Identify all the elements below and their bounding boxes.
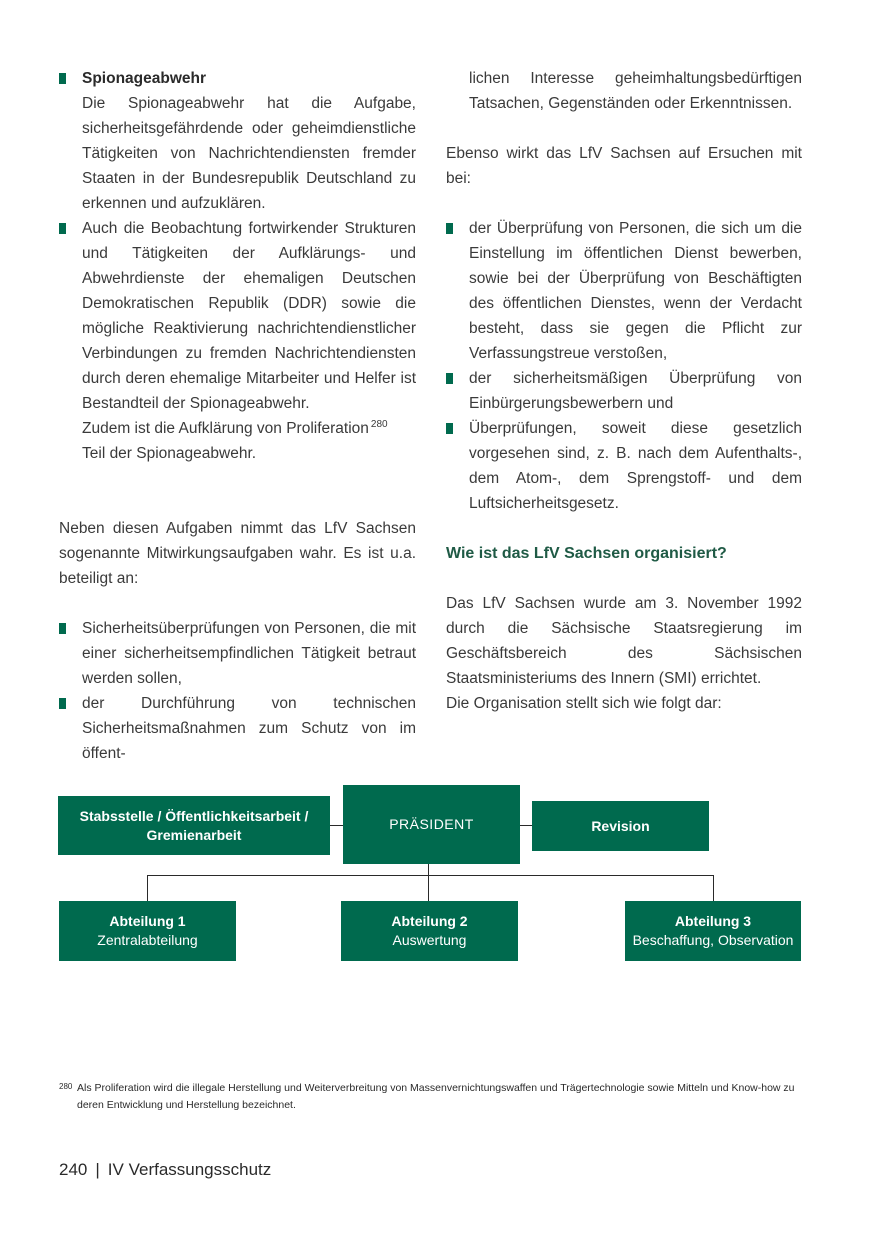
bullet-text: Die Spionageabwehr hat die Aufgabe, sicherheitsgefährdende oder geheimdienstliche Tätigkeiten von Nachrichtendiensten fremder Staaten in der Bundesrepublik Deutschland zu erkennen und aufzuklären. xyxy=(82,95,416,212)
bullet-text: Teil der Spionageabwehr. xyxy=(82,445,257,462)
abteilung-3-box[interactable] xyxy=(625,901,801,961)
bullet-text: Auch die Beobachtung fortwirkender Strukturen und Tätigkeiten der Aufklärungs- und Abwehrdienste der ehemaligen Deutschen Demokratischen Republik (DDR) sowie die mögliche Reaktivierung nachrichtendienstlicher Verbindungen zu fremden Nachrichtendiensten durch deren ehemalige Mitarbeiter und Helfer ist Bestandteil der Spionageabwehr. xyxy=(82,220,416,412)
paragraph: Die Organisation stellt sich wie folgt dar: xyxy=(446,695,722,712)
paragraph: Neben diesen Aufgaben nimmt das LfV Sachsen sogenannte Mitwirkungsaufgaben wahr. Es ist u.a. beteiligt an: xyxy=(59,520,416,587)
page-footer xyxy=(59,1160,271,1180)
abteilung-2-box[interactable] xyxy=(341,901,518,961)
connector-line xyxy=(147,875,714,876)
ersuchen-bullet-list xyxy=(446,216,802,516)
list-item: der sicherheitsmäßigen Überprüfung von Einbürgerungsbewerbern und xyxy=(446,366,802,416)
footnote-text: Als Proliferation wird die illegale Herstellung und Weiterverbreitung von Massenvernichtungswaffen und Trägertechnologie sowie Mitteln und Know-how zu deren Entwicklung und Herstellung bezeichnet. xyxy=(77,1082,795,1111)
connector-line xyxy=(713,875,714,901)
continuation-list xyxy=(446,66,802,116)
abteilung-1-box[interactable] xyxy=(59,901,236,961)
bullet-heading: Spionageabwehr xyxy=(82,70,207,87)
page-number: 240 xyxy=(59,1160,88,1179)
box-title: Abteilung 2 xyxy=(391,913,468,929)
box-title: Abteilung 1 xyxy=(109,913,186,929)
box-title: Abteilung 3 xyxy=(674,913,752,929)
spionage-bullet-list xyxy=(59,66,416,466)
footer-separator: | xyxy=(95,1160,100,1179)
list-item: Sicherheitsüberprüfungen von Personen, die mit einer sicherheitsempfindlichen Tätigkeit betraut werden sollen, xyxy=(59,616,416,691)
left-column xyxy=(59,66,416,766)
connector-line xyxy=(428,864,429,876)
box-title: Revision xyxy=(591,817,650,834)
list-item: Überprüfungen, soweit diese gesetzlich vorgesehen sind, z. B. nach dem Aufenthalts-, dem Atom-, dem Sprengstoff- und dem Luftsicherheitsgesetz. xyxy=(446,416,802,516)
list-item xyxy=(59,216,416,466)
box-title: PRÄSIDENT xyxy=(389,816,474,832)
box-subtitle: Auswertung xyxy=(392,932,467,948)
list-item: lichen Interesse geheimhaltungsbedürftigen Tatsachen, Gegenständen oder Erkenntnissen. xyxy=(469,70,802,112)
section-heading: Wie ist das LfV Sachsen organisiert? xyxy=(446,545,727,562)
footnote-ref[interactable]: 280 xyxy=(370,418,388,430)
right-column xyxy=(446,66,802,716)
connector-line xyxy=(520,825,532,826)
box-subtitle: Zentralabteilung xyxy=(97,932,198,948)
revision-box[interactable] xyxy=(532,801,709,851)
bullet-text: Zudem ist die Aufklärung von Proliferation xyxy=(82,420,369,437)
box-title: Stabsstelle / Öffentlichkeitsarbeit / xyxy=(79,807,309,824)
connector-line xyxy=(330,825,343,826)
stabsstelle-box[interactable] xyxy=(58,796,330,855)
praesident-box[interactable] xyxy=(343,785,520,864)
footnote-number: 280 xyxy=(59,1082,73,1091)
list-item xyxy=(59,66,416,216)
footnote xyxy=(59,1080,804,1114)
connector-line xyxy=(428,875,429,901)
list-item: der Überprüfung von Personen, die sich um die Einstellung im öffentlichen Dienst bewerben, sowie bei der Überprüfung von Beschäftigten des öffentlichen Dienstes, wenn der Verdacht besteht, dass sie gegen die Pflicht zur Verfassungstreue verstoßen, xyxy=(446,216,802,366)
box-title: Gremienarbeit xyxy=(146,826,242,843)
list-item: der Durchführung von technischen Sicherheitsmaßnahmen zum Schutz von im öffent- xyxy=(59,691,416,766)
mitwirkung-bullet-list xyxy=(59,616,416,766)
connector-line xyxy=(147,875,148,901)
paragraph: Das LfV Sachsen wurde am 3. November 1992 durch die Sächsische Staatsregierung im Geschäftsbereich des Sächsischen Staatsministeriums des Innern (SMI) errichtet. xyxy=(446,595,802,687)
box-subtitle: Beschaffung, Observation xyxy=(632,932,794,948)
chapter-title: IV Verfassungsschutz xyxy=(107,1160,272,1179)
paragraph: Ebenso wirkt das LfV Sachsen auf Ersuchen mit bei: xyxy=(446,145,802,187)
